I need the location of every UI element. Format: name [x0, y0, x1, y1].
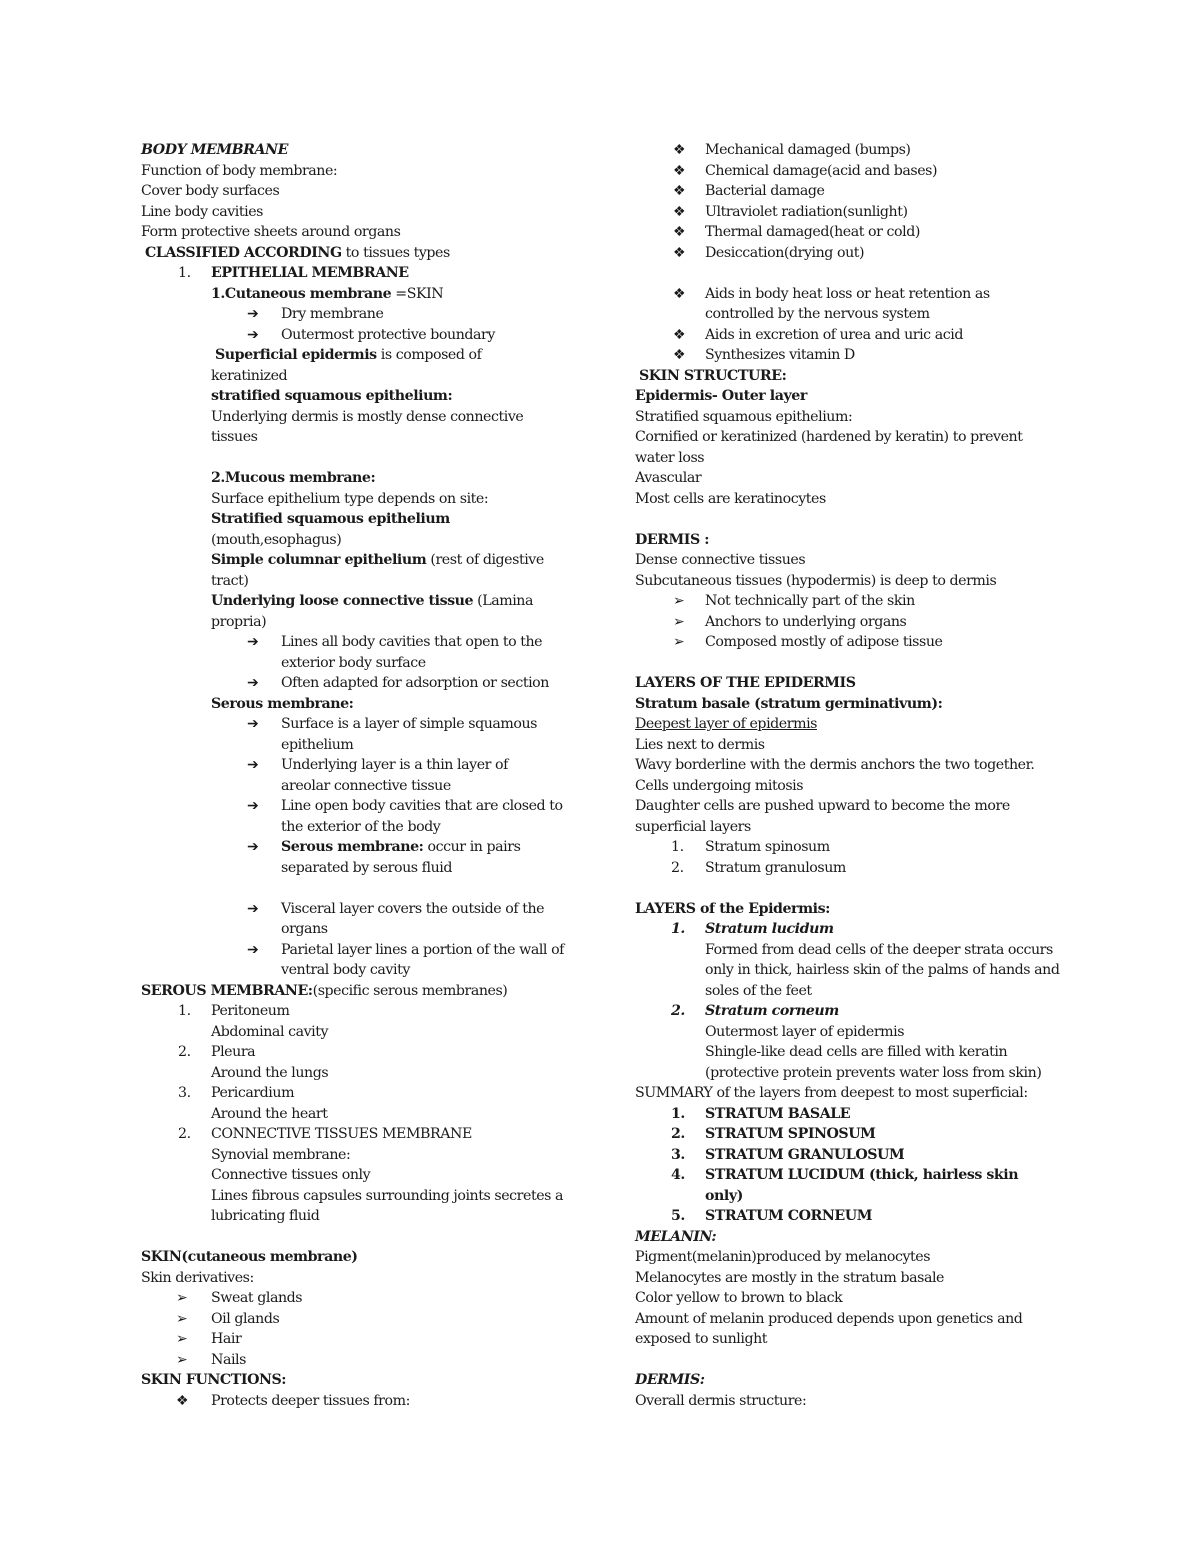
text-line: Amount of melanin produced depends upon genetics and exposed to sunlight	[635, 1310, 1023, 1347]
list-item: 1. Stratum spinosum	[671, 839, 830, 855]
arrow-bullet-icon: ➔	[247, 900, 259, 917]
lucidum-desc: Formed from dead cells of the deeper strata occurs only in thick, hairless skin of the palms of hands and soles of the feet	[705, 941, 1060, 999]
diamond-bullet-icon: ❖	[673, 326, 686, 343]
doc-title: BODY MEMBRANE	[141, 142, 288, 158]
simple-columnar-line: Simple columnar epithelium (rest of digestive tract)	[211, 552, 544, 589]
arrow-bullet-icon: ➔	[247, 306, 259, 322]
list-item: ❖ Thermal damaged(heat or cold)	[635, 222, 1075, 243]
corneum-heading: 2. Stratum corneum	[671, 1003, 839, 1019]
list-item: ➢ Oil glands	[141, 1309, 581, 1330]
chevron-bullet-icon: ➢	[176, 1331, 188, 1347]
list-item: ➢ Hair	[141, 1329, 581, 1350]
list-item: ❖ Aids in body heat loss or heat retention as controlled by the nervous system	[673, 285, 990, 322]
serous-heading: Serous membrane:	[211, 695, 354, 712]
function-item: Form protective sheets around organs	[141, 224, 401, 240]
epidermis-outer-heading: Epidermis- Outer layer	[635, 388, 807, 404]
list-item: ❖ Protects deeper tissues from:	[141, 1391, 581, 1412]
keratinized-line: keratinized	[211, 367, 288, 384]
arrow-bullet-icon: ➔	[247, 757, 259, 773]
text-line: Cornified or keratinized (hardened by keratin) to prevent water loss	[635, 429, 1023, 466]
stratified-squamous-line: Stratified squamous epithelium	[211, 511, 450, 527]
text-line: Color yellow to brown to black	[635, 1290, 843, 1306]
list-item-desc: Abdominal cavity	[211, 1023, 329, 1040]
diamond-bullet-icon: ❖	[673, 162, 686, 179]
skin-heading: SKIN(cutaneous membrane)	[141, 1249, 358, 1265]
surface-type-line: Surface epithelium type depends on site:	[211, 490, 489, 507]
corneum-desc: Shingle-like dead cells are filled with keratin (protective protein prevents water loss from skin)	[705, 1044, 1042, 1081]
classified-line: CLASSIFIED ACCORDING to tissues types	[145, 244, 450, 261]
arrow-bullet-icon: ➔	[247, 634, 259, 650]
arrow-bullet-icon: ➔	[247, 798, 259, 814]
text-line: Wavy borderline with the dermis anchors the two together.	[635, 757, 1035, 773]
summary-line: SUMMARY of the layers from deepest to most superficial:	[635, 1085, 1028, 1101]
arrow-bullet-icon: ➔	[247, 839, 259, 855]
list-item: ➔ Lines all body cavities that open to the exterior body surface	[247, 634, 543, 671]
list-item: ➔ Line open body cavities that are closed to the exterior of the body	[247, 798, 563, 835]
list-item: ➢ Composed mostly of adipose tissue	[635, 632, 1075, 653]
function-heading: Function of body membrane:	[141, 162, 338, 179]
list-item: ➔ Visceral layer covers the outside of the organs	[247, 900, 545, 937]
synovial-line: Synovial membrane:	[211, 1146, 351, 1163]
layers2-heading: LAYERS of the Epidermis:	[635, 900, 830, 917]
diamond-bullet-icon: ❖	[673, 244, 686, 261]
list-item: 2. Stratum granulosum	[671, 859, 846, 876]
function-item: Cover body surfaces	[141, 183, 280, 199]
list-item: 1. STRATUM BASALE	[671, 1105, 851, 1122]
text-line: Dense connective tissues	[635, 552, 806, 568]
arrow-bullet-icon: ➔	[247, 716, 259, 732]
list-item: ➔ Underlying layer is a thin layer of areolar connective tissue	[247, 757, 508, 794]
stratified-heading: stratified squamous epithelium:	[211, 388, 453, 404]
diamond-bullet-icon: ❖	[673, 142, 686, 158]
mucous-heading: 2.Mucous membrane:	[211, 470, 376, 486]
arrow-bullet-icon: ➔	[247, 941, 259, 958]
text-line: Daughter cells are pushed upward to become the more superficial layers	[635, 798, 1010, 835]
diamond-bullet-icon: ❖	[673, 347, 686, 363]
text-line: Avascular	[635, 470, 702, 486]
skin-structure-heading: SKIN STRUCTURE:	[639, 367, 787, 384]
serous-specific-heading: SEROUS MEMBRANE:(specific serous membranes)	[141, 982, 508, 999]
chevron-bullet-icon: ➢	[673, 634, 685, 650]
text-line: Melanocytes are mostly in the stratum basale	[635, 1269, 944, 1286]
right-column	[635, 140, 1075, 1411]
list-item: ❖ Synthesizes vitamin D	[635, 345, 1075, 366]
arrow-bullet-icon: ➔	[247, 326, 259, 343]
basale-heading: Stratum basale (stratum germinativum):	[635, 695, 943, 712]
list-item: ➔ Often adapted for adsorption or section	[141, 673, 581, 694]
dermis-heading: DERMIS :	[635, 531, 710, 548]
list-item: ➔ Serous membrane: occur in pairs separated by serous fluid	[247, 839, 521, 876]
layers-heading: LAYERS OF THE EPIDERMIS	[635, 675, 856, 691]
list-item: 5. STRATUM CORNEUM	[671, 1208, 872, 1224]
list-item: 2. Pleura	[178, 1044, 256, 1060]
derivatives-heading: Skin derivatives:	[141, 1269, 254, 1286]
list-item: ➔ Parietal layer lines a portion of the wall of ventral body cavity	[247, 941, 564, 978]
list-item: 3. STRATUM GRANULOSUM	[671, 1146, 905, 1163]
text-line: Most cells are keratinocytes	[635, 490, 826, 507]
list-item-desc: Around the heart	[211, 1105, 328, 1122]
deepest-line: Deepest layer of epidermis	[635, 716, 817, 732]
left-column	[141, 140, 581, 1411]
list-item: 1. Peritoneum	[178, 1003, 290, 1019]
list-item: 3. Pericardium	[178, 1085, 295, 1101]
list-item: ➢ Nails	[141, 1350, 581, 1371]
text-line: Cells undergoing mitosis	[635, 777, 804, 794]
list-item: 2. STRATUM SPINOSUM	[671, 1126, 876, 1142]
list-item: ➢ Sweat glands	[141, 1288, 581, 1309]
list-item: ➔ Surface is a layer of simple squamous epithelium	[247, 716, 538, 753]
list-item: ➢ Anchors to underlying organs	[635, 612, 1075, 633]
text-line: Stratified squamous epithelium:	[635, 408, 853, 425]
cutaneous-heading: 1.Cutaneous membrane =SKIN	[211, 285, 444, 302]
mouth-line: (mouth,esophagus)	[211, 531, 342, 548]
loose-connective-line: Underlying loose connective tissue (Lamina propria)	[211, 593, 534, 630]
diamond-bullet-icon: ❖	[673, 203, 686, 220]
diamond-bullet-icon: ❖	[673, 183, 686, 199]
melanin-heading: MELANIN:	[635, 1228, 717, 1245]
chevron-bullet-icon: ➢	[176, 1290, 188, 1306]
superficial-line: Superficial epidermis is composed of	[215, 347, 482, 363]
text-line: Lies next to dermis	[635, 736, 765, 753]
overall-line: Overall dermis structure:	[635, 1392, 807, 1409]
list-item: ❖ Chemical damage(acid and bases)	[635, 161, 1075, 182]
dermis2-heading: DERMIS:	[635, 1372, 705, 1388]
list-item-desc: Around the lungs	[211, 1064, 329, 1081]
chevron-bullet-icon: ➢	[176, 1310, 188, 1327]
text-line: Pigment(melanin)produced by melanocytes	[635, 1249, 931, 1265]
arrow-bullet-icon: ➔	[247, 675, 259, 691]
skin-functions-heading: SKIN FUNCTIONS:	[141, 1372, 287, 1388]
function-item: Line body cavities	[141, 203, 264, 220]
list-item: ❖ Mechanical damaged (bumps)	[635, 140, 1075, 161]
underlying-dermis-line: Underlying dermis is mostly dense connective tissues	[211, 408, 524, 445]
text-line: Subcutaneous tissues (hypodermis) is deep to dermis	[635, 572, 997, 589]
connective-only-line: Connective tissues only	[211, 1167, 371, 1183]
chevron-bullet-icon: ➢	[673, 593, 685, 609]
corneum-desc: Outermost layer of epidermis	[705, 1023, 905, 1040]
list-item: ➔ Outermost protective boundary	[141, 325, 581, 346]
diamond-bullet-icon: ❖	[673, 285, 686, 302]
list-item: ➢ Not technically part of the skin	[635, 591, 1075, 612]
list-item: ❖ Ultraviolet radiation(sunlight)	[635, 202, 1075, 223]
epithelial-heading: 1. EPITHELIAL MEMBRANE	[178, 265, 409, 281]
list-item: ➔ Dry membrane	[141, 304, 581, 325]
chevron-bullet-icon: ➢	[176, 1351, 188, 1368]
list-item: ❖ Bacterial damage	[635, 181, 1075, 202]
connective-heading: 2. CONNECTIVE TISSUES MEMBRANE	[178, 1126, 472, 1142]
list-item: 4. STRATUM LUCIDUM (thick, hairless skin only)	[671, 1167, 1019, 1204]
list-item: ❖ Desiccation(drying out)	[635, 243, 1075, 264]
diamond-bullet-icon: ❖	[673, 224, 686, 240]
diamond-bullet-icon: ❖	[176, 1392, 189, 1409]
lucidum-heading: 1. Stratum lucidum	[671, 921, 834, 937]
chevron-bullet-icon: ➢	[673, 613, 685, 630]
list-item: ❖ Aids in excretion of urea and uric acid	[635, 325, 1075, 346]
fibrous-line: Lines fibrous capsules surrounding joints secretes a lubricating fluid	[211, 1187, 564, 1224]
